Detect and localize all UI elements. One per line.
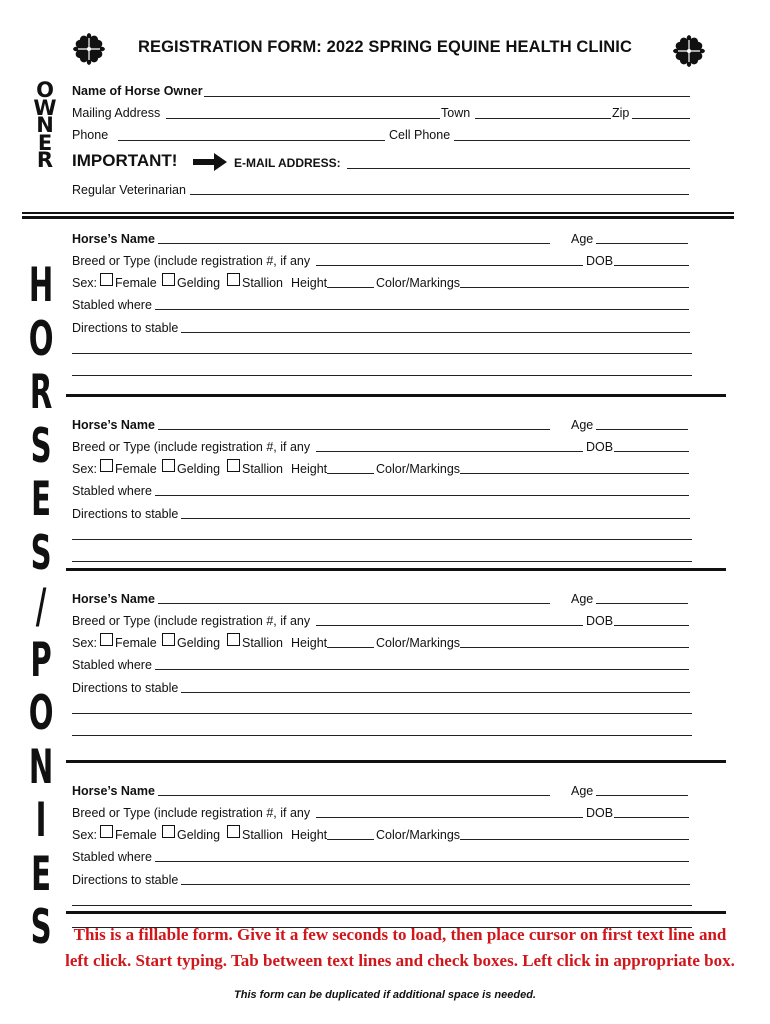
side-letter: O xyxy=(28,686,54,741)
color-markings-label: Color/Markings xyxy=(376,462,461,476)
stabled-where-field[interactable] xyxy=(155,495,689,496)
directions-field[interactable] xyxy=(181,332,690,333)
gelding-checkbox[interactable] xyxy=(162,825,175,838)
female-checkbox[interactable] xyxy=(100,459,113,472)
directions-field[interactable] xyxy=(181,518,690,519)
important-label: IMPORTANT! xyxy=(72,151,178,170)
stabled-where-label: Stabled where xyxy=(72,484,152,498)
zip-label: Zip xyxy=(612,106,630,120)
color-markings-field[interactable] xyxy=(460,647,689,648)
female-checkbox[interactable] xyxy=(100,633,113,646)
stallion-checkbox[interactable] xyxy=(227,273,240,286)
divider xyxy=(66,394,726,397)
age-field[interactable] xyxy=(596,603,688,604)
gelding-label: Gelding xyxy=(177,462,221,476)
zip-field[interactable] xyxy=(632,118,690,119)
height-label: Height xyxy=(291,462,328,476)
horse-name-label: Horse’s Name xyxy=(72,232,155,246)
breed-label: Breed or Type (include registration #, if any xyxy=(72,440,311,454)
stabled-where-field[interactable] xyxy=(155,669,689,670)
mailing-address-field[interactable] xyxy=(166,118,440,119)
horse-name-field[interactable] xyxy=(158,243,550,244)
color-markings-field[interactable] xyxy=(460,839,689,840)
directions-field-extra[interactable] xyxy=(72,905,692,906)
instruction-line-1: This is a fillable form. Give it a few seconds to load, then place cursor on first text line and xyxy=(73,925,727,944)
directions-label: Directions to stable xyxy=(72,321,179,335)
dob-label: DOB xyxy=(586,254,614,268)
gelding-label: Gelding xyxy=(177,276,221,290)
gelding-checkbox[interactable] xyxy=(162,459,175,472)
breed-field[interactable] xyxy=(316,265,583,266)
stallion-label: Stallion xyxy=(242,276,283,290)
side-letter: I xyxy=(35,793,47,848)
dob-field[interactable] xyxy=(614,265,689,266)
color-markings-field[interactable] xyxy=(460,287,689,288)
height-field[interactable] xyxy=(327,647,374,648)
page-title: REGISTRATION FORM: 2022 SPRING EQUINE HEALTH CLINIC xyxy=(137,38,633,56)
owner-name-field[interactable] xyxy=(204,96,690,97)
instruction-line-2: left click. Start typing. Tab between text lines and check boxes. Left click in appropriate box. xyxy=(65,951,735,970)
side-letter: / xyxy=(35,579,47,634)
stallion-label: Stallion xyxy=(242,636,283,650)
directions-field-extra[interactable] xyxy=(72,713,692,714)
directions-field-extra[interactable] xyxy=(72,539,692,540)
color-markings-label: Color/Markings xyxy=(376,636,461,650)
dob-label: DOB xyxy=(586,440,614,454)
horse-name-field[interactable] xyxy=(158,603,550,604)
color-markings-label: Color/Markings xyxy=(376,276,461,290)
side-letter: N xyxy=(28,739,54,795)
sex-label: Sex: xyxy=(72,828,98,842)
cell-phone-field[interactable] xyxy=(454,140,690,141)
horse-name-label: Horse’s Name xyxy=(72,592,155,606)
divider xyxy=(66,568,726,571)
directions-field[interactable] xyxy=(181,692,690,693)
breed-field[interactable] xyxy=(316,817,583,818)
stallion-label: Stallion xyxy=(242,828,283,842)
divider xyxy=(66,911,726,914)
mailing-address-label: Mailing Address xyxy=(72,106,161,120)
stabled-where-label: Stabled where xyxy=(72,850,152,864)
age-label: Age xyxy=(571,232,594,246)
town-field[interactable] xyxy=(475,118,611,119)
divider xyxy=(22,212,734,214)
side-letter: S xyxy=(30,525,52,581)
divider xyxy=(66,760,726,763)
sex-label: Sex: xyxy=(72,276,98,290)
stallion-checkbox[interactable] xyxy=(227,825,240,838)
side-letter: W xyxy=(33,95,57,120)
footer-note: This form can be duplicated if additional space is needed. xyxy=(234,989,536,1001)
directions-field[interactable] xyxy=(181,884,690,885)
side-letter: S xyxy=(30,900,52,955)
sex-label: Sex: xyxy=(72,636,98,650)
side-letter: O xyxy=(28,311,54,367)
arrow-right-icon xyxy=(192,152,228,172)
email-field[interactable] xyxy=(347,168,690,169)
height-label: Height xyxy=(291,276,328,290)
side-letter: S xyxy=(30,418,52,474)
female-label: Female xyxy=(115,828,157,842)
horses-ponies-side-label xyxy=(20,258,62,958)
directions-field-extra[interactable] xyxy=(72,735,692,736)
veterinarian-field[interactable] xyxy=(190,194,689,195)
clover-icon-right xyxy=(672,34,706,68)
dob-label: DOB xyxy=(586,614,614,628)
owner-name-label: Name of Horse Owner xyxy=(72,84,203,98)
gelding-label: Gelding xyxy=(177,828,221,842)
gelding-label: Gelding xyxy=(177,636,221,650)
female-checkbox[interactable] xyxy=(100,825,113,838)
directions-label: Directions to stable xyxy=(72,681,179,695)
horse-name-field[interactable] xyxy=(158,429,550,430)
side-letter: H xyxy=(28,258,54,313)
horse-name-label: Horse’s Name xyxy=(72,784,155,798)
stabled-where-field[interactable] xyxy=(155,861,689,862)
side-letter: R xyxy=(36,148,54,172)
age-label: Age xyxy=(571,784,594,798)
height-field[interactable] xyxy=(327,287,374,288)
height-field[interactable] xyxy=(327,839,374,840)
female-label: Female xyxy=(115,276,157,290)
female-label: Female xyxy=(115,636,157,650)
stabled-where-field[interactable] xyxy=(155,309,689,310)
stabled-where-label: Stabled where xyxy=(72,298,152,312)
color-markings-label: Color/Markings xyxy=(376,828,461,842)
age-field[interactable] xyxy=(596,795,688,796)
stallion-label: Stallion xyxy=(242,462,283,476)
breed-label: Breed or Type (include registration #, if any xyxy=(72,254,311,268)
cell-phone-label: Cell Phone xyxy=(389,128,451,142)
side-letter: E xyxy=(31,472,52,527)
dob-field[interactable] xyxy=(614,625,689,626)
age-field[interactable] xyxy=(596,429,688,430)
side-letter: P xyxy=(30,632,52,688)
stallion-checkbox[interactable] xyxy=(227,633,240,646)
directions-field-extra[interactable] xyxy=(72,375,692,376)
gelding-checkbox[interactable] xyxy=(162,273,175,286)
horse-name-field[interactable] xyxy=(158,795,550,796)
dob-field[interactable] xyxy=(614,817,689,818)
gelding-checkbox[interactable] xyxy=(162,633,175,646)
female-label: Female xyxy=(115,462,157,476)
breed-field[interactable] xyxy=(316,625,583,626)
veterinarian-label: Regular Veterinarian xyxy=(72,183,186,197)
breed-label: Breed or Type (include registration #, if any xyxy=(72,614,311,628)
breed-label: Breed or Type (include registration #, if any xyxy=(72,806,311,820)
color-markings-field[interactable] xyxy=(460,473,689,474)
height-label: Height xyxy=(291,636,328,650)
phone-label: Phone xyxy=(72,128,109,142)
phone-field[interactable] xyxy=(118,140,385,141)
age-label: Age xyxy=(571,592,594,606)
age-field[interactable] xyxy=(596,243,688,244)
email-label: E-MAIL ADDRESS: xyxy=(234,156,341,170)
side-letter: E xyxy=(31,846,52,902)
sex-label: Sex: xyxy=(72,462,98,476)
age-label: Age xyxy=(571,418,594,432)
side-letter: N xyxy=(36,113,54,137)
female-checkbox[interactable] xyxy=(100,273,113,286)
directions-field-extra[interactable] xyxy=(72,353,692,354)
breed-field[interactable] xyxy=(316,451,583,452)
divider xyxy=(22,216,734,219)
stabled-where-label: Stabled where xyxy=(72,658,152,672)
side-letter: R xyxy=(29,365,53,420)
owner-side-label xyxy=(26,78,64,172)
height-field[interactable] xyxy=(327,473,374,474)
dob-field[interactable] xyxy=(614,451,689,452)
side-letter: O xyxy=(36,78,54,102)
horse-name-label: Horse’s Name xyxy=(72,418,155,432)
dob-label: DOB xyxy=(586,806,614,820)
directions-label: Directions to stable xyxy=(72,873,179,887)
directions-field-extra[interactable] xyxy=(72,561,692,562)
height-label: Height xyxy=(291,828,328,842)
side-letter: E xyxy=(37,130,53,155)
stallion-checkbox[interactable] xyxy=(227,459,240,472)
directions-label: Directions to stable xyxy=(72,507,179,521)
town-label: Town xyxy=(441,106,471,120)
